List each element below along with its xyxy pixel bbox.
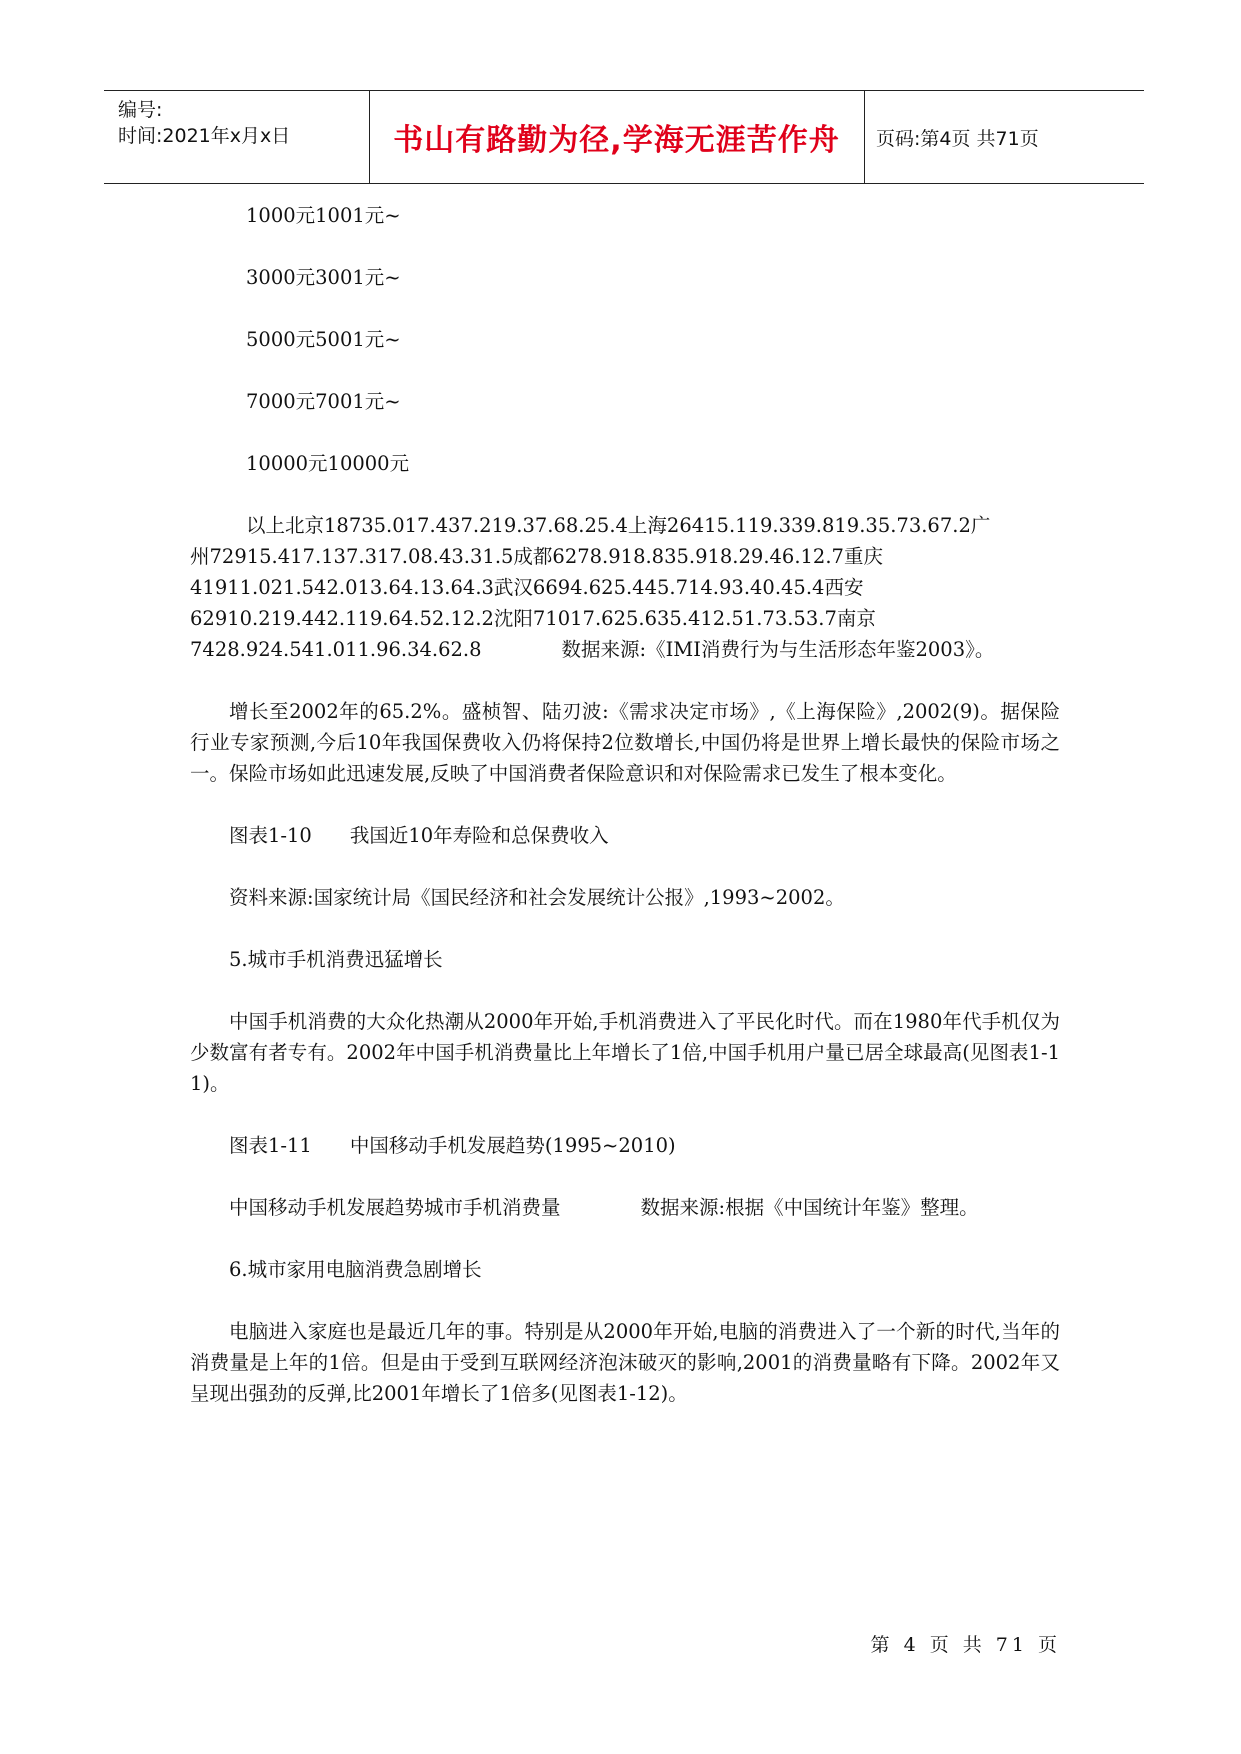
city-data-line: 62910.219.442.119.64.52.12.2沈阳71017.625.635.412.51.73.53.7南京 (190, 607, 876, 630)
figure-label: 图表1-11 (229, 1134, 312, 1157)
city-data-line-last (190, 634, 1060, 665)
figure-title: 中国移动手机发展趋势(1995~2010) (349, 1134, 676, 1157)
income-row: 7000元7001元~ (246, 390, 401, 413)
document-number-label: 编号: (118, 99, 163, 121)
city-data-line: 州72915.417.137.317.08.43.31.5成都6278.918.835.918.29.46.12.7重庆 (190, 545, 883, 568)
city-data-paragraph (190, 510, 1060, 665)
pc-paragraph: 电脑进入家庭也是最近几年的事。特别是从2000年开始,电脑的消费进入了一个新的时代,当年的消费量是上年的1倍。但是由于受到互联网经济泡沫破灭的影响,2001的消费量略有下降。2002年又呈现出强劲的反弹,比2001年增长了1倍多(见图表1-12)。 (190, 1320, 1060, 1405)
mobile-figure-caption: 中国移动手机发展趋势城市手机消费量 (229, 1196, 561, 1219)
document-time-label: 时间:2021年x月x日 (118, 125, 291, 147)
mobile-source-paragraph (190, 1192, 1060, 1223)
figure-1-11-caption (190, 1130, 1060, 1161)
city-data-source: 数据来源:《IMI消费行为与生活形态年鉴2003》。 (561, 638, 995, 661)
mobile-paragraph: 中国手机消费的大众化热潮从2000年开始,手机消费进入了平民化时代。而在1980年代手机仅为少数富有者专有。2002年中国手机消费量比上年增长了1倍,中国手机用户量已居全球最高(见图表1-11)。 (190, 1010, 1060, 1095)
header-motto: 书山有路勤为径,学海无涯苦作舟 (393, 123, 840, 158)
income-row: 10000元10000元 (246, 452, 410, 475)
section-6-title: 6.城市家用电脑消费急剧增长 (229, 1258, 482, 1281)
city-data-line: 以上北京18735.017.437.219.37.68.25.4上海26415.119.339.819.35.73.67.2广 (246, 514, 991, 537)
figure-1-10-source: 资料来源:国家统计局《国民经济和社会发展统计公报》,1993~2002。 (229, 886, 845, 909)
insurance-paragraph: 增长至2002年的65.2%。盛桢智、陆刃波:《需求决定市场》,《上海保险》,2002(9)。据保险行业专家预测,今后10年我国保费收入仍将保持2位数增长,中国仍将是世界上增长最快的保险市场之一。保险市场如此迅速发展,反映了中国消费者保险意识和对保险需求已发生了根本变化。 (190, 700, 1060, 785)
header-motto-cell (369, 91, 865, 183)
document-body (190, 200, 1060, 1440)
figure-label: 图表1-10 (229, 824, 312, 847)
page-header (104, 90, 1144, 184)
page-footer: 第 4 页 共 71 页 (870, 1634, 1061, 1656)
mobile-data-source: 数据来源:根据《中国统计年鉴》整理。 (640, 1196, 979, 1219)
figure-1-10-caption (190, 820, 1060, 851)
income-row: 5000元5001元~ (246, 328, 401, 351)
header-page-number: 页码:第4页 共71页 (876, 127, 1039, 150)
income-row: 1000元1001元~ (246, 204, 401, 227)
city-data-line: 41911.021.542.013.64.13.64.3武汉6694.625.445.714.93.40.45.4西安 (190, 576, 864, 599)
city-data-values: 7428.924.541.011.96.34.62.8 (190, 638, 482, 661)
figure-title: 我国近10年寿险和总保费收入 (349, 824, 609, 847)
income-row: 3000元3001元~ (246, 266, 401, 289)
header-meta (104, 91, 370, 183)
section-5-title: 5.城市手机消费迅猛增长 (229, 948, 443, 971)
